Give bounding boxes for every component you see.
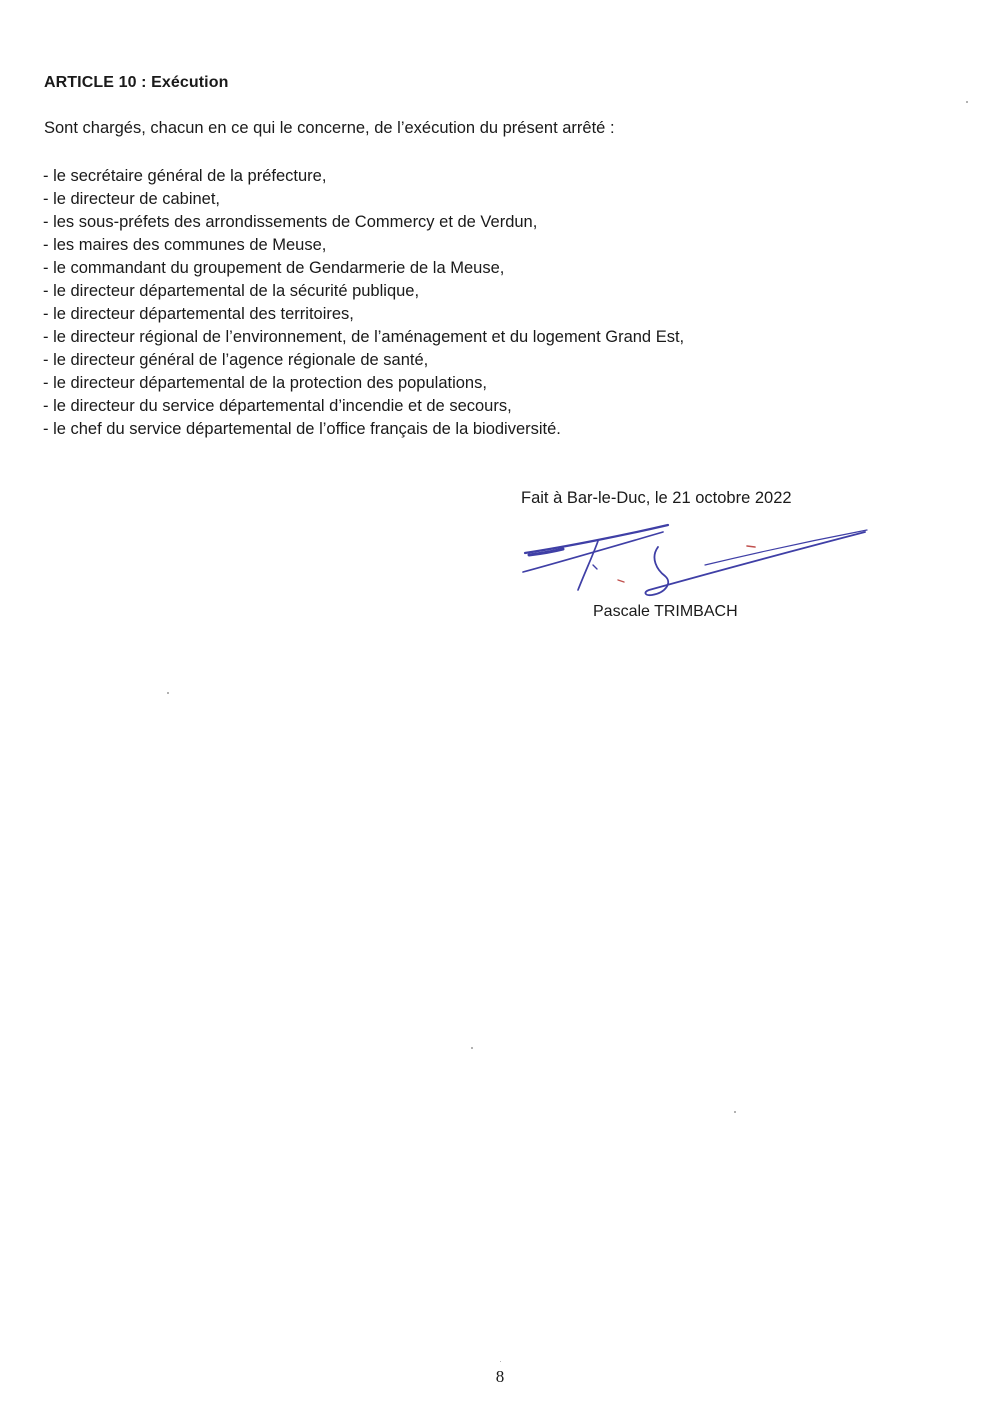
list-item: - le directeur départemental de la sécurité publique, bbox=[43, 282, 420, 300]
page-number: 8 bbox=[495, 1367, 505, 1386]
list-item: - les sous-préfets des arrondissements de Commercy et de Verdun, bbox=[43, 213, 538, 231]
list-item: - le directeur du service départemental d’incendie et de secours, bbox=[43, 397, 512, 415]
list-item: - le directeur départemental de la protection des populations, bbox=[43, 374, 487, 392]
list-item: - le secrétaire général de la préfecture, bbox=[43, 167, 327, 185]
list-item: - les maires des communes de Meuse, bbox=[43, 236, 327, 254]
list-item: - le chef du service départemental de l’office français de la biodiversité. bbox=[43, 420, 561, 438]
scan-speck bbox=[167, 692, 169, 694]
signed-at-line: Fait à Bar-le-Duc, le 21 octobre 2022 bbox=[521, 489, 792, 507]
article-heading: ARTICLE 10 : Exécution bbox=[44, 74, 229, 91]
list-item: - le directeur régional de l’environnement, de l’aménagement et du logement Grand Est, bbox=[43, 328, 685, 346]
scan-speck bbox=[500, 1361, 501, 1362]
responsible-list bbox=[43, 165, 684, 441]
scan-speck bbox=[966, 101, 968, 103]
list-item: - le directeur départemental des territoires, bbox=[43, 305, 354, 323]
list-item: - le directeur général de l’agence régionale de santé, bbox=[43, 351, 429, 369]
signer-name: Pascale TRIMBACH bbox=[593, 603, 738, 620]
list-item: - le directeur de cabinet, bbox=[43, 190, 221, 208]
scan-speck bbox=[471, 1047, 473, 1049]
article-intro: Sont chargés, chacun en ce qui le concerne, de l’exécution du présent arrêté : bbox=[44, 119, 615, 137]
scan-speck bbox=[734, 1111, 736, 1113]
handwritten-signature bbox=[515, 520, 875, 600]
list-item: - le commandant du groupement de Gendarmerie de la Meuse, bbox=[43, 259, 505, 277]
